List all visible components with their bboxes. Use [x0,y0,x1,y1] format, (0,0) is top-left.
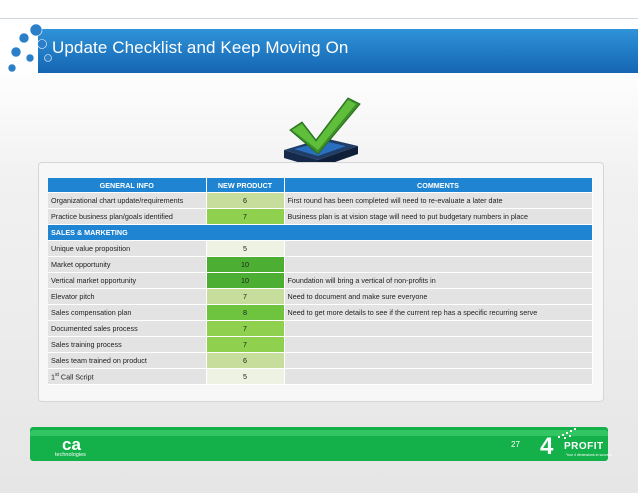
row-item: Sales training process [48,337,206,353]
row-comment [284,241,592,257]
table-row [48,257,592,273]
row-comment: Business plan is at vision stage will need to put budgetary numbers in place [284,209,592,225]
row-item: Sales compensation plan [48,305,206,321]
table-row [48,305,592,321]
row-score: 8 [206,305,284,321]
row-comment [284,337,592,353]
column-header-comments: COMMENTS [284,178,592,193]
ca-logo-text: ca [62,435,81,454]
row-comment: Need to get more details to see if the current rep has a specific recurring serve [284,305,592,321]
row-item: Practice business plan/goals identified [48,209,206,225]
row-score: 6 [206,193,284,209]
row-score: 6 [206,353,284,369]
row-item: Organizational chart update/requirements [48,193,206,209]
row-item: Market opportunity [48,257,206,273]
section-header-row [48,225,592,241]
row-score: 7 [206,289,284,305]
row-comment: Need to document and make sure everyone [284,289,592,305]
table-row [48,289,592,305]
table-row [48,337,592,353]
row-score: 7 [206,321,284,337]
top-divider [0,18,638,19]
table-row [48,353,592,369]
4profit-logo-text: PROFIT [564,441,604,452]
page-number: 27 [511,440,520,449]
table-row [48,369,592,385]
row-comment [284,369,592,385]
column-header-general-info: GENERAL INFO [48,178,206,193]
table-row [48,321,592,337]
table-row [48,241,592,257]
row-score: 5 [206,241,284,257]
section-label: SALES & MARKETING [48,225,592,241]
ca-logo-subtitle: technologies [55,452,86,458]
row-score: 10 [206,257,284,273]
table-row [48,193,592,209]
row-comment: First round has been completed will need to re-evaluate a later date [284,193,592,209]
row-item: Elevator pitch [48,289,206,305]
row-item: Vertical market opportunity [48,273,206,289]
row-item: 1st Call Script [48,369,206,385]
row-comment [284,321,592,337]
row-score: 10 [206,273,284,289]
row-comment [284,353,592,369]
row-score: 7 [206,337,284,353]
column-header-new-product: NEW PRODUCT [206,178,284,193]
row-score: 5 [206,369,284,385]
table-row [48,209,592,225]
table-row [48,273,592,289]
row-item: Documented sales process [48,321,206,337]
checklist-table [48,178,593,385]
row-score: 7 [206,209,284,225]
table-header-row [48,178,592,193]
svg-text:4: 4 [540,433,554,460]
slide-title: Update Checklist and Keep Moving On [52,38,349,57]
row-item: Sales team trained on product [48,353,206,369]
4profit-logo-tagline: Your 4 dimensions to success [566,453,613,457]
row-comment [284,257,592,273]
row-item: Unique value proposition [48,241,206,257]
footer-stripe [30,430,608,436]
row-comment: Foundation will bring a vertical of non-profits in [284,273,592,289]
